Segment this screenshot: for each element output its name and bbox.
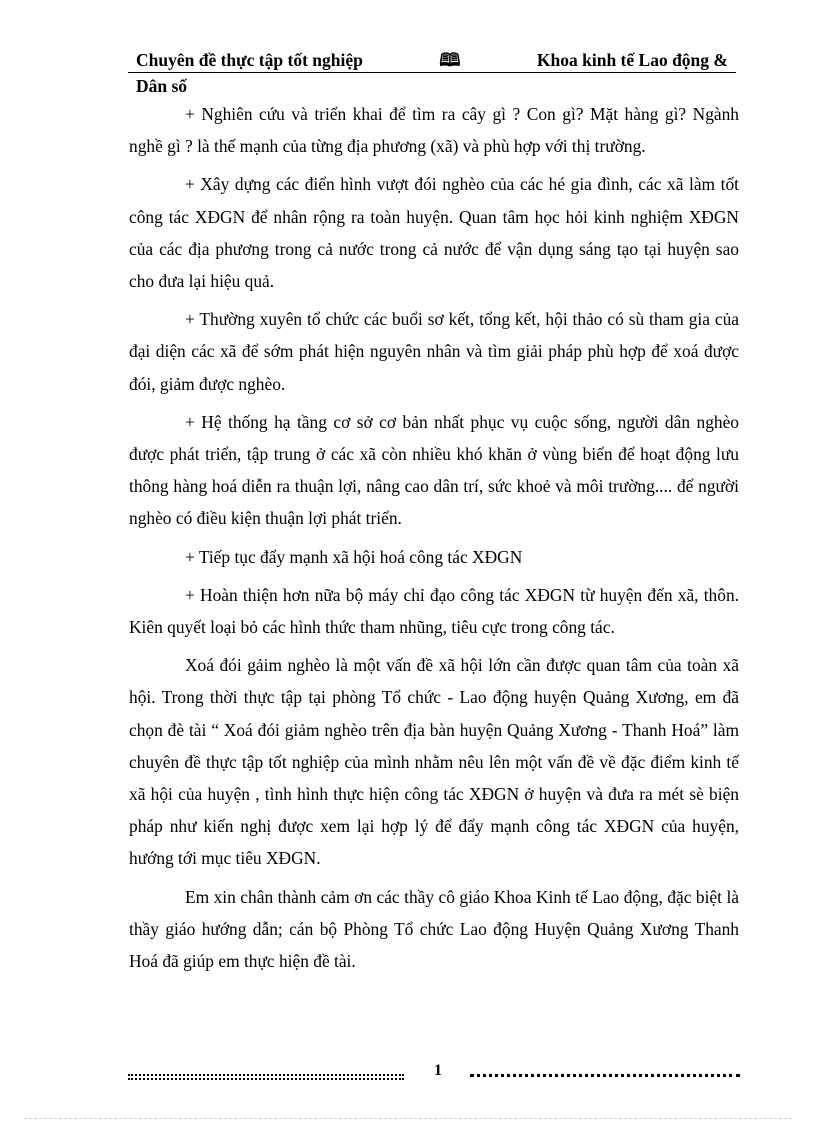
paragraph: Em xin chân thành cảm ơn các thầy cô giáo Khoa Kinh tế Lao động, đặc biệt là thầy giáo hướng dẫn; cán bộ Phòng Tổ chức Lao động Huyện Quảng Xương Thanh Hoá đã giúp em thực hiện đề tài. [129, 886, 739, 972]
page-header [136, 50, 728, 70]
paragraph: + Thường xuyên tổ chức các buổi sơ kết, tổng kết, hội thảo có sù tham gia của đại diện các xã để sớm phát hiện nguyên nhân và tìm giải pháp phù hợp để xoá được đói, giảm được nghèo. [129, 309, 739, 394]
page-bottom-border [24, 1118, 792, 1119]
footer-dotted-rule-right [470, 1074, 740, 1081]
paragraph: + Nghiên cứu và triển khai để tìm ra cây gì ? Con gì? Mặt hàng gì? Ngành nghề gì ? là thế mạnh của từng địa phương (xã) và phù hợp với thị trường. [129, 104, 739, 157]
paragraph: Xoá đói gảim nghèo là một vấn đề xã hội lớn cần được quan tâm của toàn xã hội. Trong thời thực tập tại phòng Tổ chức - Lao động huyện Quảng Xương, em đã chọn đè tài “ Xoá đói giảm nghèo trên địa bàn huyện Quảng Xương - Thanh Hoá” làm chuyên đề thực tập tốt nghiệp của mình nhằm nêu lên một vấn đề về đặc điểm kinh tế xã hội của huyện , tình hình thực hiện công tác XĐGN ở huyện và đưa ra mét sè biện pháp như kiến nghị được xem lại hợp lý để đẩy mạnh công tác XĐGN của huyện, hướng tới mục tiêu XĐGN. [129, 655, 739, 869]
paragraph: + Xây dựng các điển hình vượt đói nghèo của các hé gia đình, các xã làm tốt công tác XĐGN để nhân rộng ra toàn huyện. Quan tâm học hỏi kinh nghiệm XĐGN của các địa phương trong cả nước trong cả nước để vận dụng sáng tạo tại huyện sao cho đưa lại hiệu quả. [129, 174, 739, 292]
header-right-title: Khoa kinh tế Lao động & [536, 50, 728, 70]
paragraph: + Tiếp tục đẩy mạnh xã hội hoá công tác XĐGN [185, 546, 523, 567]
book-icon: 🕮 [439, 50, 461, 70]
page-number: 1 [434, 1062, 442, 1079]
document-body [129, 98, 739, 983]
header-row [136, 50, 728, 70]
paragraph: + Hoàn thiện hơn nữa bộ máy chỉ đạo công tác XĐGN từ huyện đến xã, thôn. Kiên quyết loại bỏ các hình thức tham nhũng, tiêu cực trong công tác. [129, 584, 739, 638]
footer-dotted-rule-left [128, 1074, 404, 1080]
page-footer [128, 1062, 740, 1086]
header-rule [128, 72, 736, 73]
header-left-title: Chuyên đề thực tập tốt nghiệp [136, 50, 363, 70]
paragraph: + Hệ thống hạ tầng cơ sở cơ bản nhất phục vụ cuộc sống, người dân nghèo được phát triển, tập trung ở các xã còn nhiều khó khăn ở vùng biển để hoạt động lưu thông hàng hoá diễn ra thuận lợi, nâng cao dân trí, sức khoẻ và môi trường.... để người nghèo có điều kiện thuận lợi phát triển. [129, 411, 739, 529]
header-continued: Dân số [136, 76, 188, 96]
